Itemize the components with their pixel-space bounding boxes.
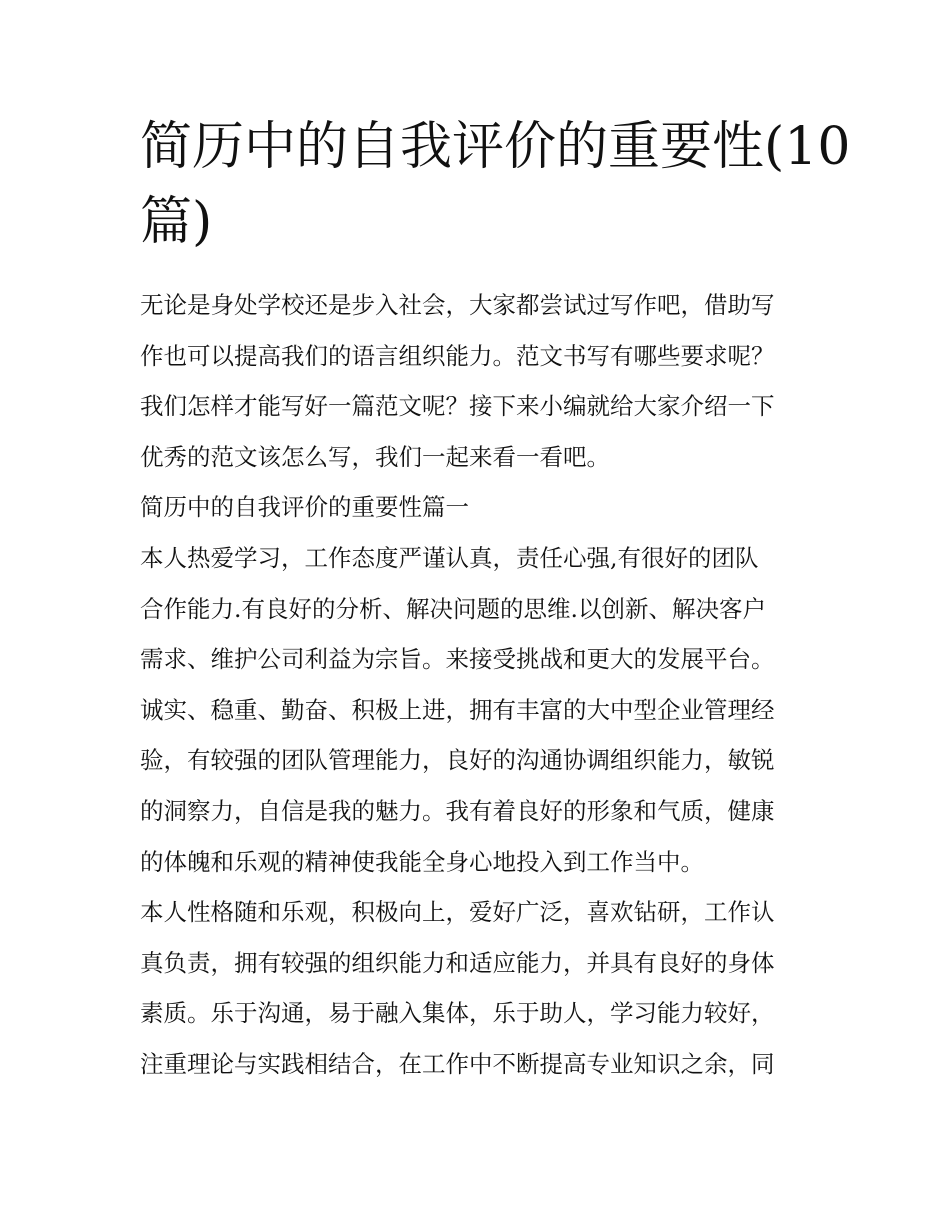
document-page	[140, 110, 851, 1090]
text-line: 注重理论与实践相结合，在工作中不断提高专业知识之余，同	[140, 1049, 775, 1078]
title-line: 篇)	[140, 192, 213, 252]
text-line: 的洞察力，自信是我的魅力。我有着良好的形象和气质，健康	[140, 796, 775, 825]
section-heading	[140, 482, 812, 533]
text-line: 真负责，拥有较强的组织能力和适应能力，并具有良好的身体	[140, 948, 775, 977]
text-line: 的体魄和乐观的精神使我能全身心地投入到工作当中。	[140, 847, 704, 876]
text-line: 验，有较强的团队管理能力，良好的沟通协调组织能力，敏锐	[140, 746, 775, 775]
text-line: 诚实、稳重、勤奋、积极上进，拥有丰富的大中型企业管理经	[140, 695, 775, 724]
text-line: 简历中的自我评价的重要性篇一	[140, 493, 469, 522]
text-line: 我们怎样才能写好一篇范文呢？接下来小编就给大家介绍一下	[140, 392, 775, 421]
text-line: 无论是身处学校还是步入社会，大家都尝试过写作吧，借助写	[140, 291, 775, 319]
text-line: 合作能力.有良好的分析、解决问题的思维.以创新、解决客户	[140, 594, 766, 623]
text-line: 素质。乐于沟通，易于融入集体，乐于助人，学习能力较好，	[140, 999, 775, 1028]
text-line: 优秀的范文该怎么写，我们一起来看一看吧。	[140, 442, 610, 471]
text-line: 本人热爱学习，工作态度严谨认真，责任心强,有很好的团队	[140, 543, 759, 572]
body-paragraph	[140, 533, 812, 685]
text-line: 作也可以提高我们的语言组织能力。范文书写有哪些要求呢？	[140, 341, 775, 370]
intro-paragraph	[140, 280, 812, 482]
document-title	[140, 110, 851, 260]
body-paragraph	[140, 685, 812, 887]
title-line: 简历中的自我评价的重要性(10	[140, 117, 851, 177]
text-line: 本人性格随和乐观，积极向上，爱好广泛，喜欢钻研，工作认	[140, 898, 775, 927]
text-line: 需求、维护公司利益为宗旨。来接受挑战和更大的发展平台。	[140, 645, 775, 674]
body-paragraph	[140, 887, 812, 1089]
